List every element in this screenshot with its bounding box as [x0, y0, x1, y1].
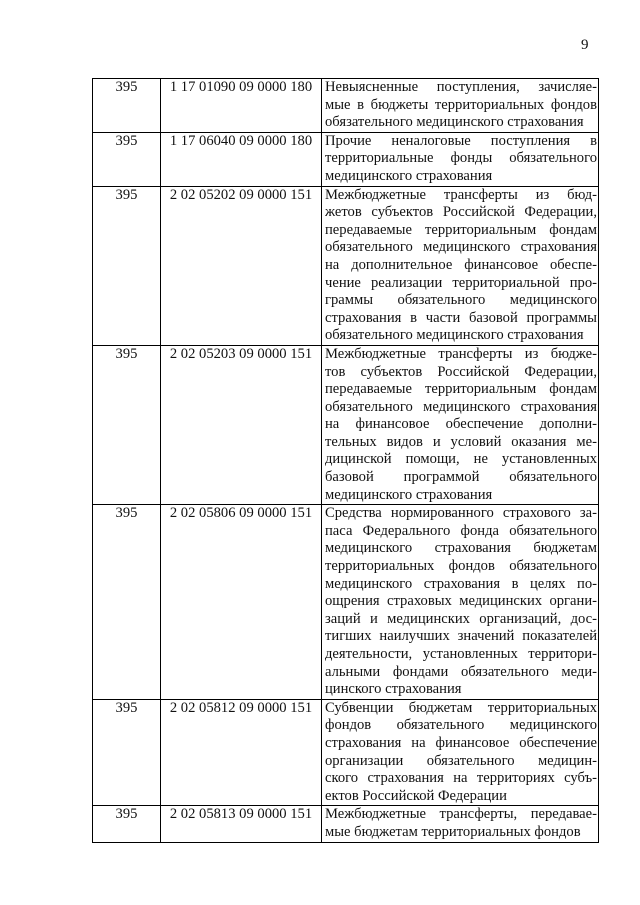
admin-code-cell: 395 [93, 79, 161, 133]
income-name-line: организации обязательного медицин- [325, 752, 597, 769]
income-name-line: территориальные фонды обязательного [325, 150, 597, 167]
table-row [93, 186, 599, 345]
budget-code-cell: 1 17 06040 09 0000 180 [161, 132, 322, 186]
budget-code-cell: 2 02 05202 09 0000 151 [161, 186, 322, 345]
income-name-line: обязательного медицинского страхования [325, 398, 597, 415]
table-row [93, 132, 599, 186]
income-name-line: фондов обязательного медицинского [325, 717, 597, 734]
income-name-line: Межбюджетные трансферты, передавае- [325, 806, 597, 823]
table-row [93, 505, 599, 700]
income-name-line: обязательного медицинского страхования [325, 239, 597, 256]
income-name-line: цинского страхования [325, 681, 462, 698]
income-name-cell [322, 505, 599, 700]
income-name-cell [322, 806, 599, 842]
income-name-line: жетов субъектов Российской Федерации, [325, 204, 597, 221]
income-name-line: на финансовое обеспечение дополни- [325, 416, 597, 433]
income-name-line: мые бюджетам территориальных фондов [325, 823, 581, 840]
income-name-line: медицинского страхования в целях по- [325, 575, 597, 592]
table-body [93, 79, 599, 843]
income-name-line: медицинского страхования бюджетам [325, 540, 597, 557]
income-name-line: Межбюджетные трансферты из бюдже- [325, 345, 597, 362]
income-name-line: обязательного медицинского страхования [325, 327, 584, 344]
table-row [93, 79, 599, 133]
income-name-cell [322, 79, 599, 133]
income-name-line: медицинского страхования [325, 486, 493, 503]
income-name-line: ощрения страховых медицинских органи- [325, 593, 597, 610]
income-name-line: граммы обязательного медицинского [325, 292, 597, 309]
admin-code-cell: 395 [93, 345, 161, 504]
table-row [93, 699, 599, 806]
income-name-line: паса Федерального фонда обязательного [325, 522, 597, 539]
budget-code-cell: 2 02 05812 09 0000 151 [161, 699, 322, 806]
income-name-cell [322, 132, 599, 186]
income-name-line: обязательного медицинского страхования [325, 114, 584, 131]
income-name-line: тельных видов и условий оказания ме- [325, 433, 597, 450]
income-name-line: базовой программой обязательного [325, 469, 597, 486]
income-name-line: территориальных фондов обязательного [325, 558, 597, 575]
income-name-line: ского страхования на территориях субъ- [325, 770, 597, 787]
budget-code-cell: 2 02 05203 09 0000 151 [161, 345, 322, 504]
income-name-line: страхования в части базовой программы [325, 309, 597, 326]
income-name-line: тигших наилучших значений показателей [325, 628, 597, 645]
income-name-line: Межбюджетные трансферты из бюд- [325, 186, 597, 203]
income-name-line: Прочие неналоговые поступления в [325, 132, 597, 149]
income-name-line: заций и медицинских организаций, дос- [325, 610, 597, 627]
income-name-line: передаваемые территориальным фондам [325, 381, 597, 398]
table-row [93, 806, 599, 842]
income-name-cell [322, 186, 599, 345]
income-name-line: чение реализации территориальной про- [325, 274, 597, 291]
income-name-line: на дополнительное финансовое обеспе- [325, 256, 597, 273]
income-name-line: мые в бюджеты территориальных фондов [325, 96, 597, 113]
income-name-line: медицинского страхования [325, 167, 493, 184]
admin-code-cell: 395 [93, 505, 161, 700]
income-name-cell [322, 699, 599, 806]
admin-code-cell: 395 [93, 132, 161, 186]
admin-code-cell: 395 [93, 806, 161, 842]
table-row [93, 345, 599, 504]
income-name-line: деятельности, установленных территори- [325, 646, 597, 662]
income-name-line: дицинской помощи, не установленных [325, 451, 597, 468]
income-name-line: передаваемые территориальным фондам [325, 221, 597, 238]
income-name-line: тов субъектов Российской Федерации, [325, 363, 597, 380]
page-number: 9 [581, 37, 589, 53]
income-name-line: ектов Российской Федерации [325, 787, 507, 804]
budget-code-cell: 2 02 05806 09 0000 151 [161, 505, 322, 700]
income-name-line: Невыясненные поступления, зачисляе- [325, 79, 597, 95]
budget-code-cell: 1 17 01090 09 0000 180 [161, 79, 322, 133]
income-name-line: альными фондами обязательного меди- [325, 663, 597, 680]
income-name-line: Средства нормированного страхового за- [325, 505, 597, 522]
income-name-cell [322, 345, 599, 504]
admin-code-cell: 395 [93, 699, 161, 806]
budget-code-cell: 2 02 05813 09 0000 151 [161, 806, 322, 842]
budget-classification-table [92, 78, 599, 843]
income-name-line: Субвенции бюджетам территориальных [325, 699, 597, 716]
income-name-line: страхования на финансовое обеспечение [325, 734, 597, 751]
admin-code-cell: 395 [93, 186, 161, 345]
